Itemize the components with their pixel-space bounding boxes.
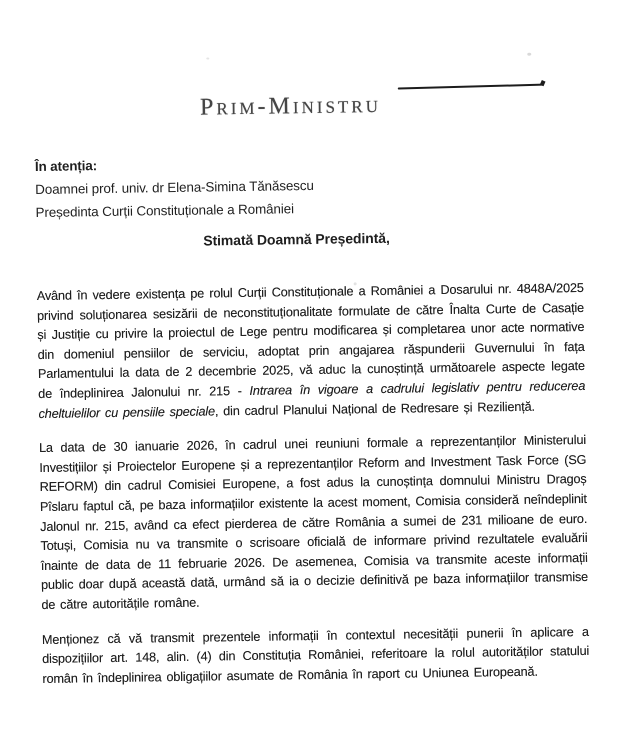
paragraph-1-text: Având în vedere existența pe rolul Curții Constituționale a României a Dosarului nr. 4848A/2025 privind soluționarea sesizării de neconstituționalitate formulate de către Înalta Curte de Casație și Justiție cu privire la proiectul de Lege pentru modificarea și completarea unor acte normative din domeniul pensiilor de serviciu, adoptat prin angajarea răspunderii Guvernului în fața Parlamentului la data de 2 decembrie 2025, vă aduc la cunoștință următoarele aspecte legate de îndeplinirea Jalonului nr. 215 -	[36, 280, 586, 401]
recipient-block	[35, 151, 315, 224]
paragraph-1-italic-title: Intrarea în vigoare a cadrului legislativ pentru reducerea cheltuielilor cu pensiile speciale	[38, 378, 586, 421]
scan-speck	[206, 57, 209, 59]
paragraph-1-closing: , din cadrul Planului Național de Redresare și Reziliență.	[214, 399, 535, 418]
scan-speck	[527, 53, 531, 56]
recipient-role: Președinta Curții Constituționale a României	[35, 201, 294, 221]
paragraph-2: La data de 30 ianuarie 2026, în cadrul unei reuniuni formale a reprezentanților Ministerului Investițiilor și Proiectelor Europene și a reprezentanților Reform and Investment Task Force (SG REFORM) din cadrul Comisiei Europene, a fost adus la cunoștința domnului Ministru Dragoș Pîslaru faptul că, pe baza informațiilor existente la acest moment, Comisia consideră neîndeplinit Jalonul nr. 215, având ca efect pierderea de către România a sumei de 231 milioane de euro. Totuși, Comisia nu va transmite o scrisoare oficială de informare privind rezultatele evaluării înainte de data de 11 februarie 2026. De asemenea, Comisia va transmite aceste informații public doar după această dată, urmând să ia o decizie definitivă pe baza informațiilor transmise de către autoritățile române.	[38, 433, 589, 612]
recipient-name: Doamnei prof. univ. dr Elena-Simina Tănăsescu	[35, 177, 314, 198]
salutation: Stimată Doamnă Președintă,	[203, 229, 390, 249]
recipient-heading: În atenția:	[34, 158, 98, 175]
letterhead-rule	[398, 84, 544, 90]
letterhead-title: Prim-Ministru	[199, 91, 382, 121]
paragraph-3: Menționez că vă transmit prezentele informații în contextul necesității punerii în aplicare a dispozițiilor art. 148, alin. (4) din Constituția României, referitoare la rolul autorităților statului român în îndeplinirea obligațiilor asumate de România în raport cu Uniunea Europeană.	[41, 624, 590, 686]
letter-body	[37, 279, 590, 702]
paragraph-1	[37, 279, 586, 424]
